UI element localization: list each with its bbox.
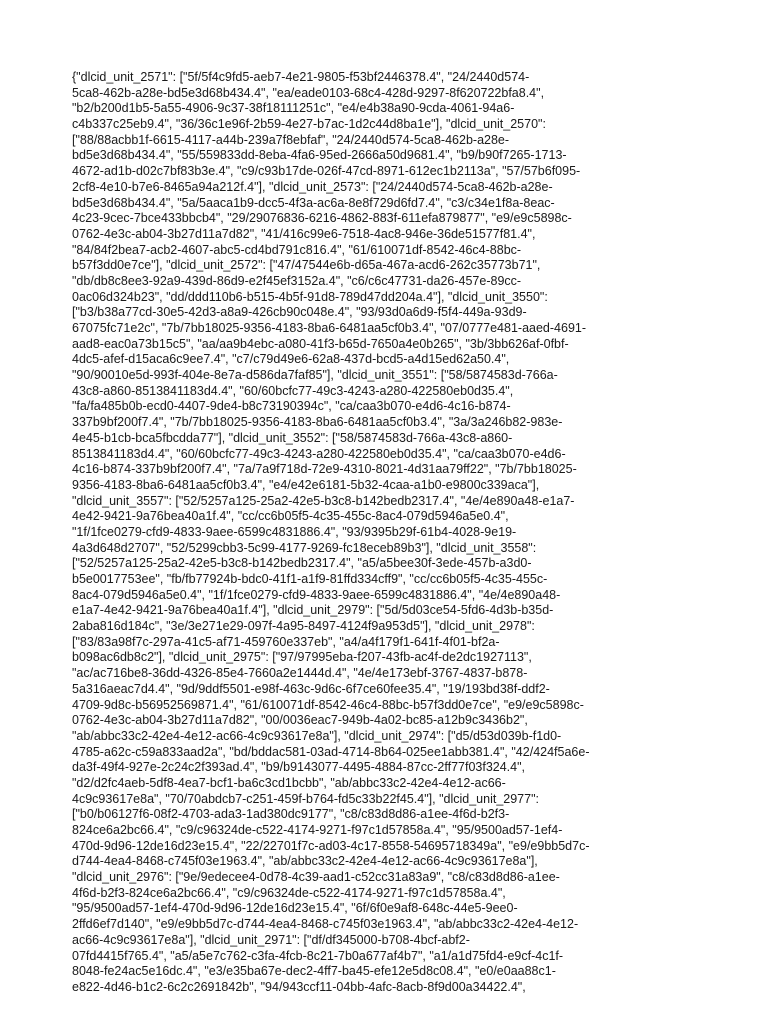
text-line: 9356-4183-8ba6-6481aa5cf0b3.4", "e4/e42e6181-5b32-4caa-a1b0-e9800c339aca"], [72,477,540,492]
text-line: ["b0/b06127f6-08f2-4703-ada3-1ad380dc9177", "c8/c83d8d86-a1ee-4f6d-b2f3- [72,807,510,822]
text-line: ["b3/b38a77cd-30e5-42d3-a8a9-426cb90c048e.4", "93/93d0a6d9-f5f4-449a-93d9- [72,305,527,320]
text-line: "d2/d2fc4aeb-5df8-4ea7-bcf1-ba6c3cd1bcbb", "ab/abbc33c2-42e4-4e12-ac66- [72,775,506,790]
text-line: {"dlcid_unit_2571": ["5f/5f4c9fd5-aeb7-4e21-9805-f53bf2446378.4", "24/2440d574- [72,70,530,84]
text-line: 824ce6a2bc66.4", "c9/c96324de-c522-4174-9271-f97c1d57858a.4", "95/9500ad57-1ef4- [72,823,563,837]
text-line: 4a3d648d2707", "52/5299cbb3-5c99-4177-9269-fc18eceb89b3"], "dlcid_unit_3558": [72,540,537,555]
text-line: 43c8-a860-8513841183d4.4", "60/60bcfc77-49c3-4243-a280-422580eb0d35.4", [72,383,514,398]
text-line: 4c16-b874-337b9bf200f7.4", "7a/7a9f718d-72e9-4310-8021-4d31aa79ff22", "7b/7bb18025- [72,462,577,477]
text-line: 4f6d-b2f3-824ce6a2bc66.4", "c9/c96324de-c522-4174-9271-f97c1d57858a.4", [72,885,506,900]
text-line: e1a7-4e42-9421-9a76bea40a1f.4"], "dlcid_unit_2979": ["5d/5d03ce54-5fd6-4d3b-b35d- [72,603,554,618]
text-line: 67075fc71e2c", "7b/7bb18025-9356-4183-8ba6-6481aa5cf0b3.4", "07/0777e481-aaed-4691- [72,321,587,335]
text-line: ac66-4c9c93617e8a"], "dlcid_unit_2971": ["df/df345000-b708-4bcf-abf2- [72,932,470,947]
text-line: b5e0017753ee", "fb/fb77924b-bdc0-41f1-a1f9-81ffd334cff9", "cc/cc6b05f5-4c35-455c- [72,572,548,586]
text-line: "db/db8c8ee3-92a9-439d-86d9-e2f45ef3152a.4", "c6/c6c47731-da26-457e-89cc- [72,273,522,288]
text-line: "1f/1fce0279-cfd9-4833-9aee-6599c4831886.4", "93/9395b29f-61b4-4028-9e19- [72,524,517,539]
text-line: 5ca8-462b-a28e-bd5e3d68b434.4", "ea/eade0103-68c4-428d-9297-8f620722bfa8.4", [72,85,545,100]
text-line: "dlcid_unit_2976": ["9e/9edecee4-0d78-4c39-aad1-c52cc31a83a9", "c8/c83d8d86-a1ee- [72,870,560,885]
text-line: 2cf8-4e10-b7e6-8465a94a212f.4"], "dlcid_unit_2573": ["24/2440d574-5ca8-462b-a28e- [72,179,553,194]
text-line: e822-4d46-b1c2-6c2c2691842b", "94/943ccf11-04bb-4afc-8acb-8f9d00a34422.4", [72,979,526,994]
text-line: da3f-49f4-927e-2c24c2f393ad.4", "b9/b9143077-4495-4884-87cc-2ff77f03f324.4", [72,760,526,775]
text-line: c4b337c25eb9.4", "36/36c1e96f-2b59-4e27-b7ac-1d2c44d8ba1e"], "dlcid_unit_2570": [72,117,546,132]
text-line: 8048-fe24ac5e16dc.4", "e3/e35ba67e-dec2-4ff7-ba45-efe12e5d8c08.4", "e0/e0aa88c1- [72,964,556,979]
text-line: "b2/b200d1b5-5a55-4906-9c37-38f18111251c", "e4/e4b38a90-9cda-4061-94a6- [72,101,515,116]
text-line: b57f3dd0e7ce"], "dlcid_unit_2572": ["47/47544e6b-d65a-467a-acd6-262c35773b71", [72,258,541,273]
text-line: 0762-4e3c-ab04-3b27d11a7d82", "41/416c99e6-7518-4ac8-946e-36de51577f81.4", [72,226,536,241]
text-line: 4709-9d8c-b56952569871.4", "61/610071df-8542-46c4-88bc-b57f3dd0e7ce", "e9/e9c5898c- [72,697,584,712]
json-text-block [72,70,712,996]
text-line: "fa/fa485b0b-ecd0-4407-9de4-b8c73190394c", "ca/caa3b070-e4d6-4c16-b874- [72,399,511,414]
text-line: 4e42-9421-9a76bea40a1f.4", "cc/cc6b05f5-4c35-455c-8ac4-079d5946a5e0.4", [72,509,509,524]
text-line: aad8-eac0a73b15c5", "aa/aa9b4ebc-a080-41f3-b65d-7650a4e0b265", "3b/3bb626af-0fbf- [72,336,569,351]
text-line: "90/90010e5d-993f-404e-8e7a-d586da7faf85"], "dlcid_unit_3551": ["58/5874583d-766a- [72,368,558,383]
text-line: 4dc5-afef-d15aca6c9ee7.4", "c7/c79d49e6-62a8-437d-bcd5-a4d15ed62a50.4", [72,352,510,367]
document-page [72,70,712,996]
text-line: 0ac06d324b23", "dd/ddd110b6-b515-4b5f-91d8-789d47dd204a.4"], "dlcid_unit_3550": [72,289,548,304]
text-line: 0762-4e3c-ab04-3b27d11a7d82", "00/0036eac7-949b-4a02-bc85-a12b9c3436b2", [72,713,528,728]
text-line: "ac/ac716be8-36dd-4326-85e4-7660a2e1444d.4", "4e/4e173ebf-3767-4837-b878- [72,666,528,681]
text-line: "dlcid_unit_3557": ["52/5257a125-25a2-42e5-b3c8-b142bedb2317.4", "4e/4e890a48-e1a7- [72,493,575,508]
text-line: 4785-a62c-c59a833aad2a", "bd/bddac581-03ad-4714-8b64-025ee1abb381.4", "42/424f5a6e- [72,744,590,759]
text-line: 8ac4-079d5946a5e0.4", "1f/1fce0279-cfd9-4833-9aee-6599c4831886.4", "4e/4e890a48- [72,587,561,602]
text-line: 4c9c93617e8a", "70/70abdcb7-c251-459f-b764-fd5c33b22f45.4"], "dlcid_unit_2977": [72,791,539,806]
text-line: bd5e3d68b434.4", "5a/5aaca1b9-dcc5-4f3a-ac6a-8e8f729d6fd7.4", "c3/c34e1f8a-8eac- [72,195,555,210]
text-line: ["88/88acbb1f-6615-4117-a44b-239a7f8ebfaf", "24/2440d574-5ca8-462b-a28e- [72,132,510,147]
text-line: "84/84f2bea7-acb2-4607-abc5-cd4bd791c816.4", "61/610071df-8542-46c4-88bc- [72,242,522,257]
text-line: 2ffd6ef7d140", "e9/e9bb5d7c-d744-4ea4-8468-c745f03e1963.4", "ab/abbc33c2-42e4-4e12- [72,917,579,932]
text-line: "95/9500ad57-1ef4-470d-9d96-12de16d23e15.4", "6f/6f0e9af8-648c-44e5-9ee0- [72,901,518,916]
text-line: 470d-9d96-12de16d23e15.4", "22/22701f7c-ad03-4c17-8558-54695718349a", "e9/e9bb5d7c- [72,838,590,853]
text-line: 337b9bf200f7.4", "7b/7bb18025-9356-4183-8ba6-6481aa5cf0b3.4", "3a/3a246b82-983e- [72,415,563,430]
text-line: 4672-ad1b-d02c7bf83b3e.4", "c9/c93b17de-026f-47cd-8971-612ec1b2113a", "57/57b6f095- [72,164,581,179]
text-line: ["52/5257a125-25a2-42e5-b3c8-b142bedb2317.4", "a5/a5bee30f-3ede-457b-a3d0- [72,556,532,571]
text-line: 4c23-9cec-7bce433bbcb4", "29/29076836-6216-4862-883f-611efa879877", "e9/e9c5898c- [72,211,572,226]
text-line: ["83/83a98f7c-297a-41c5-af71-459760e337eb", "a4/a4f179f1-641f-4f01-bf2a- [72,634,500,649]
text-line: b098ac6db8c2"], "dlcid_unit_2975": ["97/97995eba-f207-43fb-ac4f-de2dc1927113", [72,650,532,665]
text-line: bd5e3d68b434.4", "55/559833dd-8eba-4fa6-95ed-2666a50d9681.4", "b9/b90f7265-1713- [72,148,567,163]
text-line: 8513841183d4.4", "60/60bcfc77-49c3-4243-a280-422580eb0d35.4", "ca/caa3b070-e4d6- [72,446,566,461]
text-line: 07fd4415f765.4", "a5/a5e7c762-c3fa-4fcb-8c21-7b0a677af4b7", "a1/a1d75fd4-e9cf-4c1f- [72,948,564,963]
text-line: 5a316aeac7d4.4", "9d/9ddf5501-e98f-463c-9d6c-6f7ce60fee35.4", "19/193bd38f-ddf2- [72,681,550,696]
text-line: 4e45-b1cb-bca5fbcdda77"], "dlcid_unit_3552": ["58/5874583d-766a-43c8-a860- [72,430,513,445]
text-line: 2aba816d184c", "3e/3e271e29-097f-4a95-8497-4124f9a953d5"], "dlcid_unit_2978": [72,619,535,634]
text-line: "ab/abbc33c2-42e4-4e12-ac66-4c9c93617e8a"], "dlcid_unit_2974": ["d5/d53d039b-f1d0- [72,728,562,743]
text-line: d744-4ea4-8468-c745f03e1963.4", "ab/abbc33c2-42e4-4e12-ac66-4c9c93617e8a"], [72,854,538,869]
